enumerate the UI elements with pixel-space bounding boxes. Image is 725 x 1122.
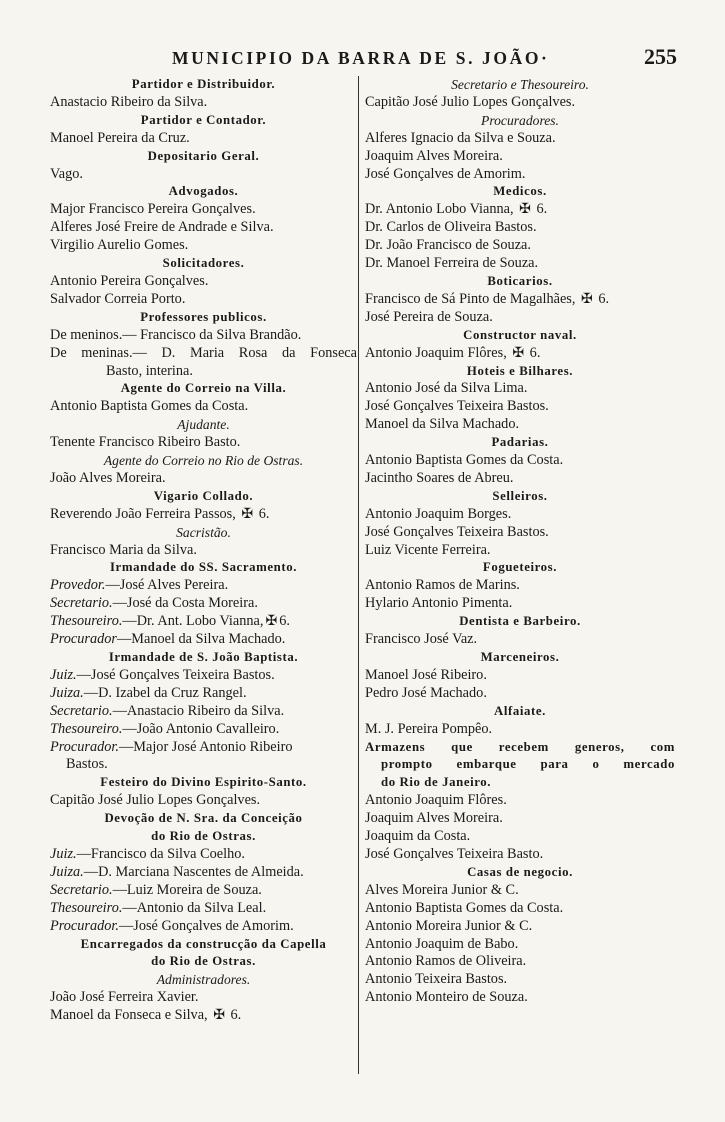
list-item: Alferes José Freire de Andrade e Silva. bbox=[50, 219, 274, 236]
list-item: José Gonçalves Teixeira Bastos. bbox=[365, 398, 549, 415]
list-item: Luiz Vicente Ferreira. bbox=[365, 541, 491, 558]
section-heading: Agente do Correio na Villa. bbox=[120, 381, 287, 396]
section-heading: Partidor e Contador. bbox=[140, 112, 267, 127]
section-heading-cont: do Rio de Janeiro. bbox=[381, 775, 492, 790]
list-item: Antonio Baptista Gomes da Costa. bbox=[365, 899, 564, 916]
list-item bbox=[50, 846, 357, 864]
list-item: José Pereira de Souza. bbox=[365, 308, 493, 325]
list-item: João Alves Moreira. bbox=[50, 469, 166, 486]
list-item: Alferes Ignacio da Silva e Souza. bbox=[365, 129, 556, 146]
role-subheading: Ajudante. bbox=[177, 417, 230, 433]
role-label: Thesoureiro. bbox=[50, 720, 123, 737]
list-item: Tenente Francisco Ribeiro Basto. bbox=[50, 434, 241, 451]
role-subheading: Procuradores. bbox=[481, 112, 559, 128]
list-item: Antonio Joaquim Borges. bbox=[365, 505, 512, 522]
list-item: Francisco Maria da Silva. bbox=[50, 541, 197, 558]
list-item: Manoel José Ribeiro. bbox=[365, 666, 487, 683]
person-name: Dr. Antonio Lobo Vianna, bbox=[365, 201, 514, 218]
section-heading: Fogueteiros. bbox=[482, 560, 558, 575]
section-heading: Marceneiros. bbox=[480, 650, 560, 664]
right-column bbox=[365, 76, 675, 1007]
role-label: Thesoureiro. bbox=[50, 613, 123, 630]
role-label: Secretario. bbox=[50, 702, 113, 719]
list-item: De meninos.— Francisco da Silva Brandão. bbox=[50, 326, 302, 343]
order-insignia-icon: ✠ bbox=[241, 506, 254, 522]
list-item: Manoel da Silva Machado. bbox=[365, 416, 520, 433]
list-item: Antonio José da Silva Lima. bbox=[365, 380, 528, 397]
list-item: José Gonçalves de Amorim. bbox=[365, 165, 526, 182]
list-item-continuation: Basto, interina. bbox=[106, 362, 193, 379]
section-heading: Festeiro do Divino Espirito-Santo. bbox=[100, 775, 307, 790]
section-heading: Boticarios. bbox=[487, 273, 553, 288]
list-item: Major Francisco Pereira Gonçalves. bbox=[50, 201, 256, 218]
list-item: Vago. bbox=[50, 165, 83, 182]
list-item bbox=[50, 506, 357, 524]
order-insignia-icon: ✠ bbox=[512, 345, 525, 361]
person-name: —Anastacio Ribeiro da Silva. bbox=[112, 702, 285, 719]
order-grade: 6. bbox=[598, 290, 610, 307]
section-heading: Advogados. bbox=[168, 184, 239, 199]
section-heading: Professores publicos. bbox=[140, 309, 267, 324]
person-name: —Luiz Moreira de Souza. bbox=[112, 881, 262, 898]
order-insignia-icon: ✠ bbox=[213, 1008, 225, 1024]
list-item: Alves Moreira Junior & C. bbox=[365, 881, 519, 898]
order-grade: 6. bbox=[230, 1007, 242, 1024]
list-item: Antonio Joaquim Flôres. bbox=[365, 792, 507, 809]
section-heading: Partidor e Distribuidor. bbox=[131, 77, 276, 91]
role-label: Secretario. bbox=[50, 595, 113, 612]
role-label: Secretario. bbox=[50, 881, 113, 898]
section-heading: Medicos. bbox=[493, 184, 547, 199]
list-item: Joaquim Alves Moreira. bbox=[365, 810, 503, 827]
list-item bbox=[365, 291, 675, 309]
list-item: Antonio Moreira Junior & C. bbox=[365, 917, 533, 934]
list-item: Salvador Correia Porto. bbox=[50, 290, 186, 307]
list-item bbox=[365, 201, 675, 219]
list-item: Antonio Joaquim de Babo. bbox=[365, 935, 519, 952]
person-name: —José Gonçalves Teixeira Bastos. bbox=[76, 666, 275, 683]
section-heading: Vigario Collado. bbox=[153, 488, 254, 503]
list-item bbox=[50, 631, 357, 649]
list-item: Dr. Carlos de Oliveira Bastos. bbox=[365, 219, 537, 236]
list-item: Capitão José Julio Lopes Gonçalves. bbox=[50, 792, 261, 809]
list-item: Jacintho Soares de Abreu. bbox=[365, 469, 514, 486]
order-grade: 6. bbox=[529, 344, 541, 361]
section-heading: Dentista e Barbeiro. bbox=[459, 614, 581, 629]
page-number: 255 bbox=[644, 44, 677, 69]
list-item: Antonio Baptista Gomes da Costa. bbox=[365, 452, 564, 469]
role-label: Juiza. bbox=[50, 863, 84, 880]
list-item: Joaquim da Costa. bbox=[365, 828, 471, 845]
list-item: Virgilio Aurelio Gomes. bbox=[50, 237, 189, 254]
person-name: —Manoel da Silva Machado. bbox=[116, 631, 286, 648]
list-item: Manoel Pereira da Cruz. bbox=[50, 129, 190, 146]
role-subheading: Administradores. bbox=[156, 972, 251, 988]
list-item: M. J. Pereira Pompêo. bbox=[365, 720, 493, 737]
person-name: —D. Izabel da Cruz Rangel. bbox=[83, 684, 247, 701]
list-item bbox=[50, 721, 357, 739]
list-item: Hylario Antonio Pimenta. bbox=[365, 595, 513, 612]
list-item: Dr. João Francisco de Souza. bbox=[365, 237, 531, 254]
role-subheading: Agente do Correio no Rio de Ostras. bbox=[103, 453, 304, 469]
page-title: MUNICIPIO DA BARRA DE S. JOÃO· bbox=[172, 48, 550, 68]
person-name: Francisco de Sá Pinto de Magalhães, bbox=[365, 290, 576, 307]
list-item bbox=[50, 864, 357, 882]
person-name: —Antonio da Silva Leal. bbox=[122, 899, 267, 916]
order-grade: 6. bbox=[258, 505, 270, 522]
section-heading: Irmandade de S. João Baptista. bbox=[108, 650, 299, 664]
list-item: José Gonçalves Teixeira Basto. bbox=[365, 845, 544, 862]
person-name: —José Gonçalves de Amorim. bbox=[118, 917, 294, 934]
person-name: —D. Marciana Nascentes de Almeida. bbox=[83, 863, 304, 880]
list-item bbox=[365, 345, 675, 363]
column-divider bbox=[358, 76, 359, 1074]
section-heading: Solicitadores. bbox=[162, 256, 245, 271]
page-header bbox=[0, 44, 725, 74]
order-insignia-icon: ✠ bbox=[519, 202, 531, 218]
list-item: Antonio Ramos de Marins. bbox=[365, 577, 520, 594]
list-item bbox=[50, 900, 357, 918]
list-item-continuation: Bastos. bbox=[66, 756, 108, 773]
role-subheading: Secretario e Thesoureiro. bbox=[451, 77, 589, 92]
role-label: Provedor. bbox=[50, 577, 106, 594]
list-item bbox=[50, 613, 357, 631]
list-item: Antonio Ramos de Oliveira. bbox=[365, 953, 527, 970]
person-name: —Major José Antonio Ribeiro bbox=[118, 738, 293, 755]
list-item: Pedro José Machado. bbox=[365, 684, 487, 701]
list-item bbox=[50, 703, 357, 721]
role-label: Thesoureiro. bbox=[50, 899, 123, 916]
role-subheading: Sacristão. bbox=[176, 524, 231, 540]
role-label: Procurador. bbox=[50, 917, 119, 934]
role-label: Procurador. bbox=[50, 738, 119, 755]
section-heading: Alfaiate. bbox=[494, 703, 546, 718]
person-name: Antonio Joaquim Flôres, bbox=[365, 344, 507, 361]
person-name: —João Antonio Cavalleiro. bbox=[122, 720, 280, 737]
section-heading: Irmandade do SS. Sacramento. bbox=[109, 560, 298, 575]
list-item bbox=[50, 918, 357, 936]
list-item bbox=[50, 882, 357, 900]
section-heading: Padarias. bbox=[491, 435, 549, 450]
section-heading: Constructor naval. bbox=[463, 327, 577, 342]
list-item: Antonio Pereira Gonçalves. bbox=[50, 272, 209, 289]
list-item bbox=[50, 595, 357, 613]
order-grade: 6. bbox=[279, 613, 290, 630]
section-heading: Casas de negocio. bbox=[467, 864, 573, 879]
list-item bbox=[50, 1007, 357, 1025]
list-item: Francisco José Vaz. bbox=[365, 631, 478, 648]
role-label: Procurador bbox=[50, 631, 117, 648]
order-grade: 6. bbox=[536, 201, 548, 218]
list-item: Antonio Monteiro de Souza. bbox=[365, 989, 528, 1006]
role-label: Juiza. bbox=[50, 684, 84, 701]
section-heading-cont: prompto embarque para o mercado bbox=[381, 757, 675, 772]
list-item: João José Ferreira Xavier. bbox=[50, 989, 199, 1006]
section-heading: Devoção de N. Sra. da Conceição bbox=[104, 811, 303, 826]
left-column bbox=[50, 76, 357, 1025]
list-item: De meninas.— D. Maria Rosa da Fonseca bbox=[50, 344, 357, 361]
list-item: Antonio Teixeira Bastos. bbox=[365, 971, 508, 988]
list-item: José Gonçalves Teixeira Bastos. bbox=[365, 523, 549, 540]
list-item bbox=[50, 685, 357, 703]
person-name: Reverendo João Ferreira Passos, bbox=[50, 505, 236, 522]
list-item: Anastacio Ribeiro da Silva. bbox=[50, 93, 208, 110]
list-item bbox=[50, 739, 357, 757]
section-heading: Armazens que recebem generos, com bbox=[365, 739, 675, 754]
person-name: —Dr. Ant. Lobo Vianna, bbox=[122, 613, 264, 630]
list-item: Antonio Baptista Gomes da Costa. bbox=[50, 398, 249, 415]
section-heading: Encarregados da construcção da Capella bbox=[80, 936, 327, 951]
section-heading: Depositario Geral. bbox=[147, 148, 260, 163]
person-name: Manoel da Fonseca e Silva, bbox=[50, 1007, 208, 1024]
list-item: Joaquim Alves Moreira. bbox=[365, 147, 503, 164]
section-heading-cont: do Rio de Ostras. bbox=[151, 829, 256, 844]
section-heading: Selleiros. bbox=[492, 488, 548, 503]
order-insignia-icon: ✠ bbox=[581, 291, 593, 307]
list-item: Dr. Manoel Ferreira de Souza. bbox=[365, 255, 539, 272]
order-insignia-icon: ✠ bbox=[265, 614, 278, 630]
list-item bbox=[50, 577, 357, 595]
section-heading: Hoteis e Bilhares. bbox=[466, 363, 574, 378]
section-heading-cont: do Rio de Ostras. bbox=[151, 954, 256, 969]
role-label: Juiz. bbox=[50, 845, 77, 862]
role-label: Juiz. bbox=[50, 666, 77, 683]
list-item bbox=[50, 667, 357, 685]
list-item: Capitão José Julio Lopes Gonçalves. bbox=[365, 93, 576, 110]
person-name: —José Alves Pereira. bbox=[105, 577, 229, 594]
person-name: —José da Costa Moreira. bbox=[112, 595, 258, 612]
person-name: —Francisco da Silva Coelho. bbox=[76, 845, 245, 862]
